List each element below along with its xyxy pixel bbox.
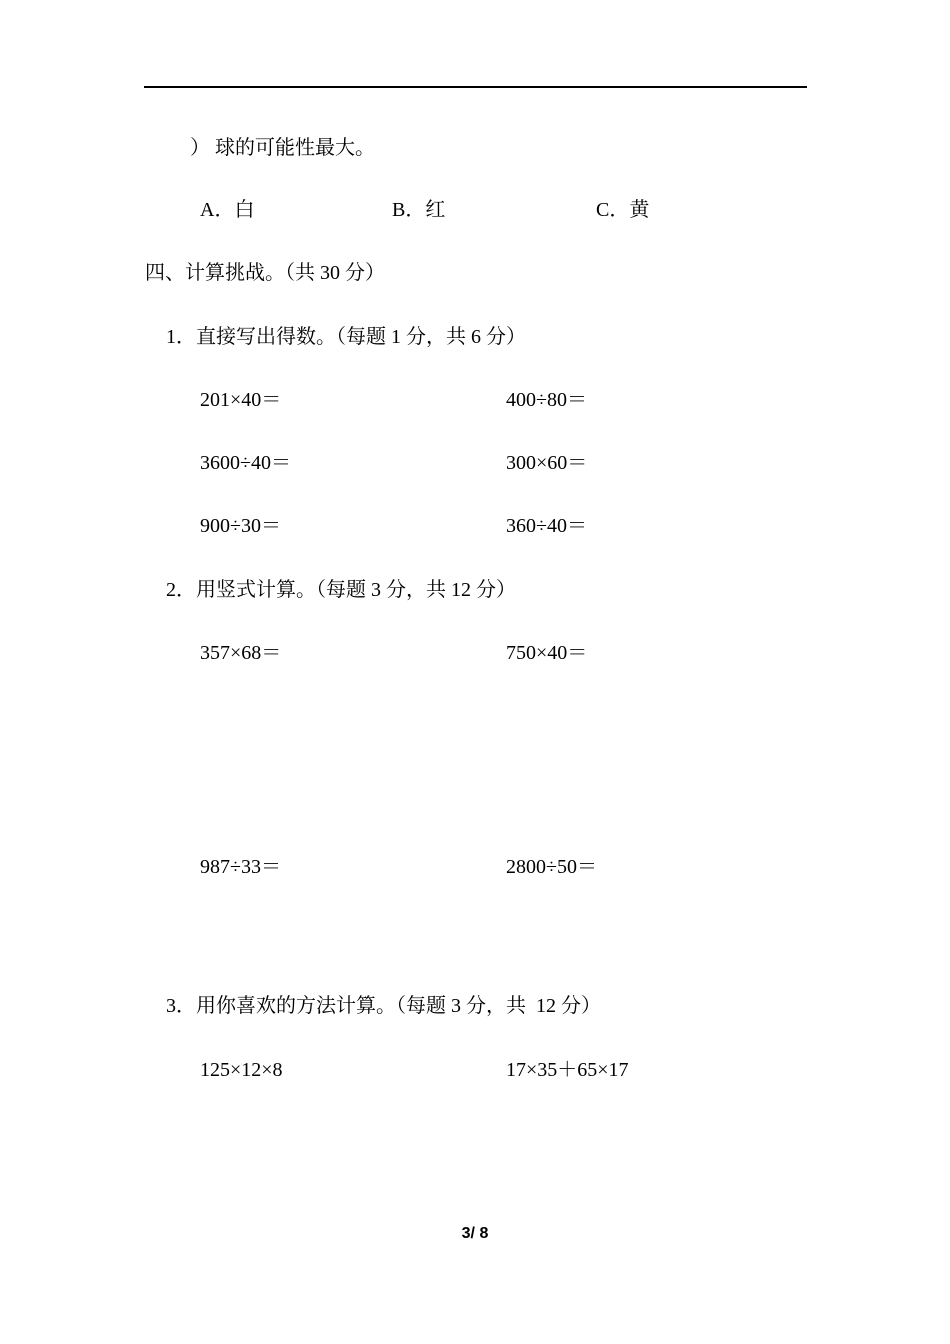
option-a: A．白 bbox=[200, 199, 255, 221]
q2-item-3: 987÷33＝ bbox=[200, 856, 281, 878]
page-number: 3/ 8 bbox=[461, 1225, 489, 1242]
previous-question-tail: ） 球的可能性最大。 bbox=[190, 137, 375, 159]
q1-item-5: 900÷30＝ bbox=[200, 515, 281, 537]
question-3-title: 3．用你喜欢的方法计算。（每题 3 分，共 12 分） bbox=[166, 995, 601, 1017]
q1-item-4: 300×60＝ bbox=[506, 452, 588, 474]
q1-item-2: 400÷80＝ bbox=[506, 389, 587, 411]
q1-item-3: 3600÷40＝ bbox=[200, 452, 291, 474]
option-b: B．红 bbox=[392, 199, 446, 221]
q1-item-1: 201×40＝ bbox=[200, 389, 282, 411]
q2-item-4: 2800÷50＝ bbox=[506, 856, 597, 878]
section-four-title: 四、计算挑战。（共 30 分） bbox=[145, 262, 385, 284]
q2-item-1: 357×68＝ bbox=[200, 642, 282, 664]
q3-item-1: 125×12×8 bbox=[200, 1059, 283, 1081]
header-rule bbox=[144, 86, 807, 88]
question-2-title: 2．用竖式计算。（每题 3 分，共 12 分） bbox=[166, 579, 516, 601]
q2-item-2: 750×40＝ bbox=[506, 642, 588, 664]
question-1-title: 1．直接写出得数。（每题 1 分，共 6 分） bbox=[166, 326, 526, 348]
q3-item-2: 17×35＋65×17 bbox=[506, 1059, 629, 1081]
q1-item-6: 360÷40＝ bbox=[506, 515, 587, 537]
option-c: C．黄 bbox=[596, 199, 650, 221]
